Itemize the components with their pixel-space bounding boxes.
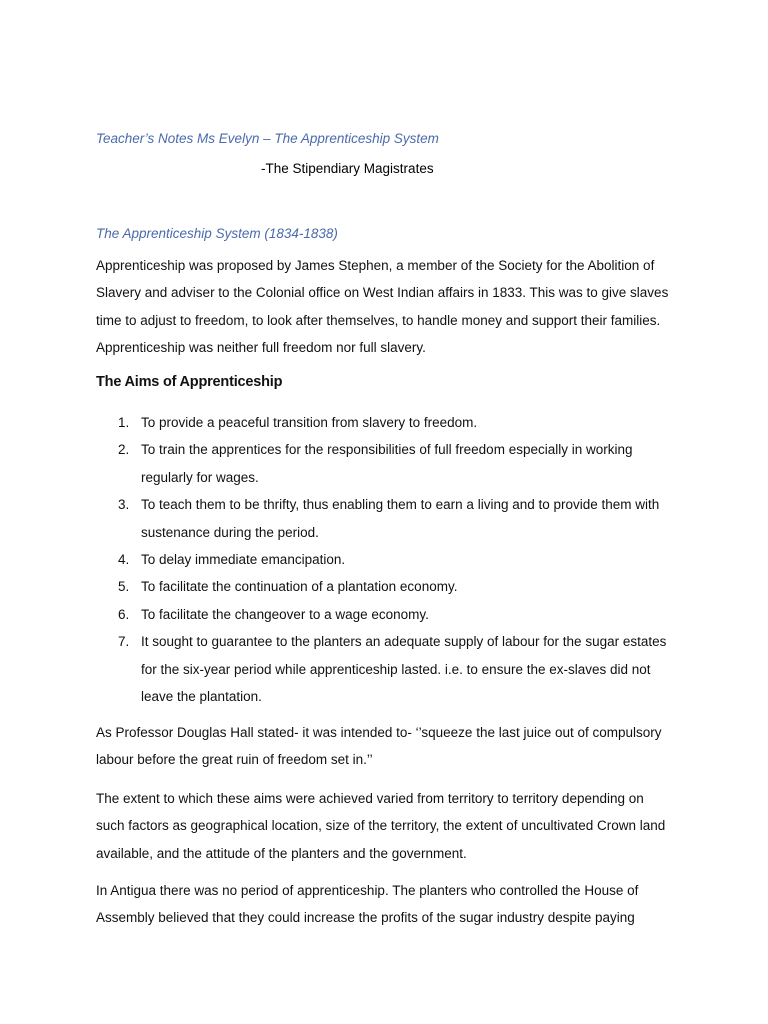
- intro-paragraph: Apprenticeship was proposed by James Stephen, a member of the Society for the Abolition of Slavery and adviser to the Colonial office on West Indian affairs in 1833. This was to give slaves time to adjust to freedom, to look after themselves, to handle money and support their families. Apprenticeship was neither full freedom nor full slavery.: [96, 258, 669, 356]
- document-subtitle: -The Stipendiary Magistrates: [261, 161, 434, 176]
- list-item-text: To teach them to be thrifty, thus enabling them to earn a living and to provide them with sustenance during the period.: [141, 497, 660, 540]
- extent-paragraph: The extent to which these aims were achieved varied from territory to territory depending on such factors as geographical location, size of the territory, the extent of uncultivated Crown land available, and the attitude of the planters and the government.: [96, 791, 666, 861]
- list-item-number: 4.: [118, 552, 130, 568]
- document-title: Teacher’s Notes Ms Evelyn – The Apprenticeship System: [96, 131, 439, 146]
- list-item-text: To provide a peaceful transition from slavery to freedom.: [141, 415, 478, 430]
- antigua-paragraph: In Antigua there was no period of apprenticeship. The planters who controlled the House of Assembly believed that they could increase the profits of the sugar industry despite paying: [96, 883, 639, 926]
- list-item-number: 6.: [118, 606, 130, 622]
- list-item-number: 7.: [118, 634, 130, 650]
- list-item: [96, 628, 676, 710]
- list-item-text: To facilitate the changeover to a wage economy.: [141, 606, 429, 622]
- section-heading: The Apprenticeship System (1834-1838): [96, 226, 338, 241]
- list-item-text: To delay immediate emancipation.: [141, 552, 346, 568]
- list-item-number: 2.: [118, 442, 130, 458]
- list-item: [96, 409, 676, 436]
- list-item: [96, 436, 676, 491]
- list-item-text: To facilitate the continuation of a plantation economy.: [141, 579, 458, 595]
- list-item-number: 1.: [118, 415, 130, 430]
- list-item: [96, 546, 676, 573]
- list-item-text: It sought to guarantee to the planters an adequate supply of labour for the sugar estates for the six-year period while apprenticeship lasted. i.e. to ensure the ex-slaves did not leave the plantation.: [141, 634, 667, 705]
- list-item-text: To train the apprentices for the responsibilities of full freedom especially in working regularly for wages.: [141, 442, 633, 485]
- hall-quote-paragraph: As Professor Douglas Hall stated- it was intended to- ‘’squeeze the last juice out of compulsory labour before the great ruin of freedom set in.’’: [96, 725, 662, 768]
- list-item: [96, 601, 676, 628]
- aims-list: [96, 409, 676, 710]
- list-item: [96, 491, 676, 546]
- list-item-number: 3.: [118, 497, 130, 513]
- aims-heading: The Aims of Apprenticeship: [96, 374, 283, 390]
- list-item-number: 5.: [118, 579, 130, 595]
- list-item: [96, 573, 676, 600]
